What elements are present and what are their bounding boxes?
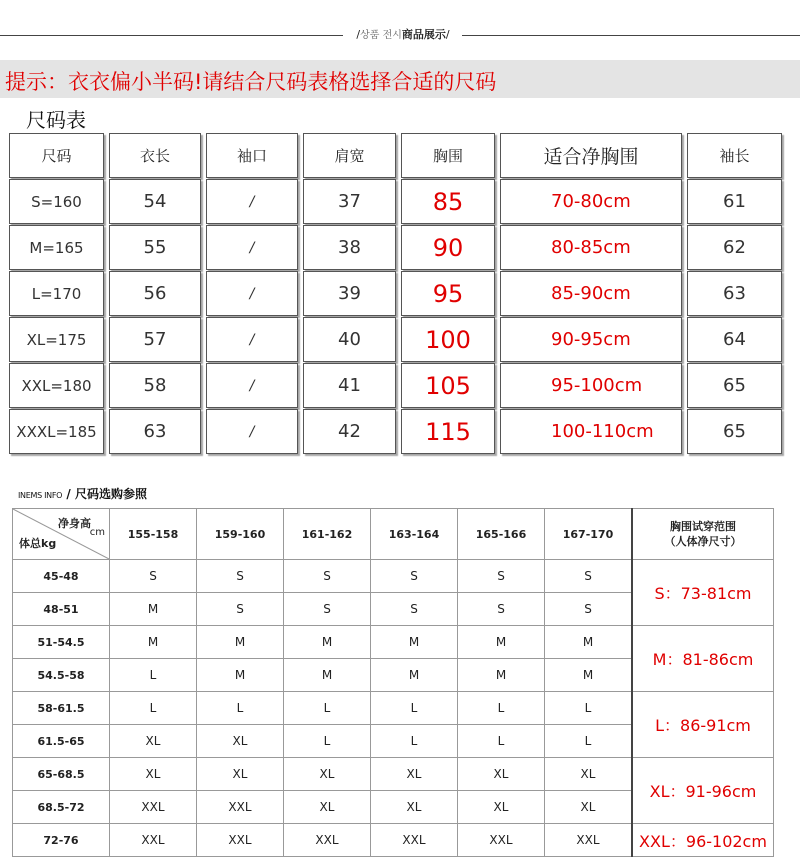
size-table-cell: 105 (401, 363, 495, 408)
size-table-cell: 100 (401, 317, 495, 362)
size-cell: L (458, 725, 545, 758)
weight-cell: 58-61.5 (13, 692, 110, 725)
size-table-cell: XL=175 (9, 317, 104, 362)
size-table-cell: 39 (303, 271, 396, 316)
size-table-cell: 62 (687, 225, 782, 270)
size-table-cell: 80-85cm (500, 225, 682, 270)
size-cell: XXL (458, 824, 545, 857)
chest-range-header: 胸围试穿范围 （人体净尺寸） (632, 509, 774, 560)
size-cell: M (110, 626, 197, 659)
size-table-cell: 95-100cm (500, 363, 682, 408)
weight-cell: 72-76 (13, 824, 110, 857)
section-title-korean: 상품 전시 (360, 30, 402, 41)
size-cell: M (284, 626, 371, 659)
size-table-cell: M=165 (9, 225, 104, 270)
size-cell: XL (197, 758, 284, 791)
chest-range-cell: S：73-81cm (632, 560, 774, 626)
size-cell: XL (371, 758, 458, 791)
notice-banner (0, 60, 800, 98)
size-cell: S (197, 560, 284, 593)
guide-row (13, 560, 774, 593)
size-table-cell: 65 (687, 363, 782, 408)
size-cell: XXL (110, 791, 197, 824)
size-table-header-cell: 尺码 (9, 133, 104, 178)
weight-cell: 54.5-58 (13, 659, 110, 692)
size-table-cell: 100-110cm (500, 409, 682, 454)
size-table-cell: XXL=180 (9, 363, 104, 408)
size-table-cell: 58 (109, 363, 201, 408)
size-cell: L (458, 692, 545, 725)
guide-row (13, 626, 774, 659)
height-header: 167-170 (545, 509, 633, 560)
size-table-cell: / (206, 225, 298, 270)
size-table-cell: 64 (687, 317, 782, 362)
guide-row (13, 692, 774, 725)
chest-range-cell: L：86-91cm (632, 692, 774, 758)
size-table-cell: 95 (401, 271, 495, 316)
size-table-title: 尺码表 (26, 108, 86, 132)
guide-title: INEMS INFO / 尺码选购参照 (18, 487, 147, 501)
chest-range-cell: M：81-86cm (632, 626, 774, 692)
size-cell: M (197, 626, 284, 659)
chest-range-cell: XL：91-96cm (632, 758, 774, 824)
size-table-cell: 54 (109, 179, 201, 224)
size-cell: L (545, 725, 633, 758)
size-cell: S (458, 593, 545, 626)
size-cell: L (110, 692, 197, 725)
size-table-cell: / (206, 317, 298, 362)
size-table-cell: / (206, 363, 298, 408)
section-header (0, 0, 800, 56)
size-cell: S (284, 593, 371, 626)
size-table-header-cell: 肩宽 (303, 133, 396, 178)
size-table-header-cell: 适合净胸围 (500, 133, 682, 178)
height-header: 165-166 (458, 509, 545, 560)
height-header: 161-162 (284, 509, 371, 560)
size-cell: L (371, 692, 458, 725)
size-cell: S (371, 560, 458, 593)
size-cell: XL (110, 725, 197, 758)
size-table-cell: 41 (303, 363, 396, 408)
size-table-header-cell: 袖口 (206, 133, 298, 178)
weight-cell: 45-48 (13, 560, 110, 593)
size-table-cell: 90 (401, 225, 495, 270)
size-table-cell: 61 (687, 179, 782, 224)
size-cell: L (284, 725, 371, 758)
size-cell: S (110, 560, 197, 593)
size-table-cell: 65 (687, 409, 782, 454)
size-table-cell: 63 (687, 271, 782, 316)
size-cell: L (545, 692, 633, 725)
size-table-cell: 55 (109, 225, 201, 270)
size-table-cell: / (206, 409, 298, 454)
size-cell: L (284, 692, 371, 725)
size-table-cell: 70-80cm (500, 179, 682, 224)
size-cell: S (545, 593, 633, 626)
height-header: 155-158 (110, 509, 197, 560)
size-table-cell: 38 (303, 225, 396, 270)
size-cell: M (110, 593, 197, 626)
weight-cell: 51-54.5 (13, 626, 110, 659)
size-table-cell: XXXL=185 (9, 409, 104, 454)
size-table-cell: 85-90cm (500, 271, 682, 316)
size-cell: XL (284, 791, 371, 824)
size-cell: M (545, 659, 633, 692)
size-cell: L (371, 725, 458, 758)
size-cell: S (371, 593, 458, 626)
size-cell: XL (458, 758, 545, 791)
size-table-cell: / (206, 271, 298, 316)
size-cell: XL (545, 791, 633, 824)
weight-cell: 48-51 (13, 593, 110, 626)
size-cell: XXL (545, 824, 633, 857)
size-cell: M (284, 659, 371, 692)
size-cell: L (197, 692, 284, 725)
corner-cm-label: cm (89, 527, 105, 538)
height-header: 163-164 (371, 509, 458, 560)
guide-corner-cell (13, 509, 110, 560)
corner-height-label: 净身高 (58, 517, 91, 530)
size-table-cell: / (206, 179, 298, 224)
divider-left (0, 35, 343, 36)
size-guide-table (12, 508, 774, 857)
size-cell: XL (110, 758, 197, 791)
size-table-cell: 90-95cm (500, 317, 682, 362)
size-table-cell: 37 (303, 179, 396, 224)
size-cell: XXL (110, 824, 197, 857)
section-title: /상품 전시商品展示/ (356, 28, 450, 41)
size-cell: XL (458, 791, 545, 824)
size-cell: XXL (371, 824, 458, 857)
weight-cell: 65-68.5 (13, 758, 110, 791)
size-cell: XXL (197, 824, 284, 857)
size-table-cell: 40 (303, 317, 396, 362)
divider-right (462, 35, 800, 36)
guide-header-row (13, 509, 774, 560)
guide-row (13, 758, 774, 791)
guide-row (13, 824, 774, 857)
weight-cell: 61.5-65 (13, 725, 110, 758)
weight-cell: 68.5-72 (13, 791, 110, 824)
size-table-cell: 57 (109, 317, 201, 362)
size-cell: S (284, 560, 371, 593)
size-cell: S (197, 593, 284, 626)
size-table-cell: S=160 (9, 179, 104, 224)
size-cell: M (197, 659, 284, 692)
size-cell: M (458, 626, 545, 659)
size-cell: XXL (284, 824, 371, 857)
size-table-cell: L=170 (9, 271, 104, 316)
size-table-header-cell: 胸围 (401, 133, 495, 178)
corner-weight-label: 体总kg (19, 537, 57, 550)
section-title-chinese: 商品展示 (401, 28, 446, 41)
size-cell: XL (545, 758, 633, 791)
chest-range-cell: XXL：96-102cm (632, 824, 774, 857)
size-cell: L (110, 659, 197, 692)
size-table-header-cell: 衣长 (109, 133, 201, 178)
size-cell: XL (197, 725, 284, 758)
size-cell: XL (284, 758, 371, 791)
size-table-cell: 42 (303, 409, 396, 454)
size-table-cell: 115 (401, 409, 495, 454)
size-table-cell: 63 (109, 409, 201, 454)
size-cell: M (371, 626, 458, 659)
size-cell: M (458, 659, 545, 692)
height-header: 159-160 (197, 509, 284, 560)
size-cell: S (545, 560, 633, 593)
size-cell: S (458, 560, 545, 593)
size-cell: XXL (197, 791, 284, 824)
size-cell: M (545, 626, 633, 659)
size-table-cell: 85 (401, 179, 495, 224)
size-table-header-cell: 袖长 (687, 133, 782, 178)
notice-text: 提示：衣衣偏小半码!请结合尺码表格选择合适的尺码 (5, 70, 497, 94)
size-cell: XL (371, 791, 458, 824)
size-table-cell: 56 (109, 271, 201, 316)
size-cell: M (371, 659, 458, 692)
